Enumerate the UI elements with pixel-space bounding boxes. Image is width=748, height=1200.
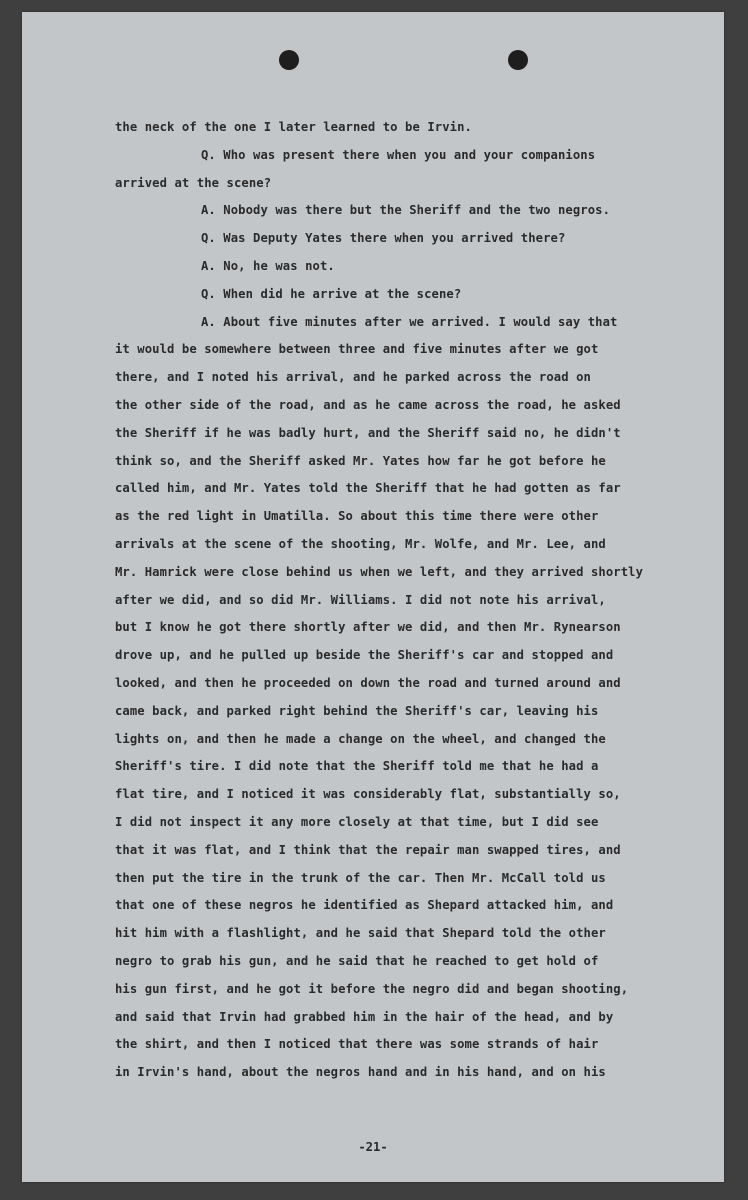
transcript-line: the Sheriff if he was badly hurt, and the Sheriff said no, he didn't [115,425,621,440]
transcript-line: I did not inspect it any more closely at that time, but I did see [115,814,599,829]
transcript-line: flat tire, and I noticed it was considerably flat, substantially so, [115,787,621,802]
punch-hole-right [508,50,528,70]
transcript-line: A. About five minutes after we arrived. I would say that [201,314,618,329]
transcript-line: the shirt, and then I noticed that there was some strands of hair [115,1037,599,1052]
transcript-line: Sheriff's tire. I did note that the Sheriff told me that he had a [115,759,599,774]
transcript-line: A. No, he was not. [201,258,335,273]
transcript-line: the neck of the one I later learned to be Irvin. [115,120,472,134]
transcript-line: came back, and parked right behind the Sheriff's car, leaving his [115,703,599,718]
transcript-line: arrived at the scene? [115,175,272,190]
transcript-line: it would be somewhere between three and five minutes after we got [115,342,599,357]
transcript-line: that one of these negros he identified as Shepard attacked him, and [115,898,614,913]
transcript-line: as the red light in Umatilla. So about this time there were other [115,509,599,524]
transcript-line: Q. When did he arrive at the scene? [201,286,462,301]
transcript-line: called him, and Mr. Yates told the Sheriff that he had gotten as far [115,481,621,496]
transcript-line: hit him with a flashlight, and he said that Shepard told the other [115,926,606,941]
transcript-line: Q. Who was present there when you and your companions [201,147,596,162]
transcript-line: his gun first, and he got it before the negro did and began shooting, [115,981,629,996]
transcript-line: after we did, and so did Mr. Williams. I did not note his arrival, [115,592,606,607]
transcript-line: Q. Was Deputy Yates there when you arrived there? [201,231,566,246]
transcript-line: drove up, and he pulled up beside the Sheriff's car and stopped and [115,648,614,663]
page-number: -21- [358,1140,388,1154]
transcript-line: arrivals at the scene of the shooting, Mr. Wolfe, and Mr. Lee, and [115,536,606,551]
transcript-line: negro to grab his gun, and he said that he reached to get hold of [115,953,599,968]
transcript-body [115,114,715,1087]
transcript-line: the other side of the road, and as he came across the road, he asked [115,397,621,412]
transcript-line: Mr. Hamrick were close behind us when we left, and they arrived shortly [115,564,644,579]
transcript-line: in Irvin's hand, about the negros hand and in his hand, and on his [115,1065,606,1080]
transcript-line: and said that Irvin had grabbed him in the hair of the head, and by [115,1009,614,1024]
transcript-line: looked, and then he proceeded on down the road and turned around and [115,675,621,690]
transcript-line: that it was flat, and I think that the repair man swapped tires, and [115,842,621,857]
transcript-line: lights on, and then he made a change on the wheel, and changed the [115,731,606,746]
transcript-line: but I know he got there shortly after we did, and then Mr. Rynearson [115,620,621,635]
punch-hole-left [279,50,299,70]
transcript-line: A. Nobody was there but the Sheriff and the two negros. [201,203,611,218]
transcript-line: think so, and the Sheriff asked Mr. Yates how far he got before he [115,453,606,468]
transcript-line: then put the tire in the trunk of the car. Then Mr. McCall told us [115,870,606,885]
transcript-line: there, and I noted his arrival, and he parked across the road on [115,370,591,385]
